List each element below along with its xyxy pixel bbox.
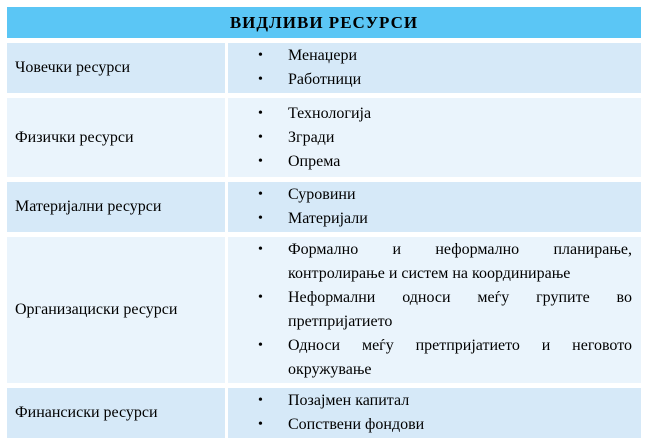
bullet-icon: • [258, 48, 263, 63]
items-cell [228, 237, 641, 383]
bullet-item [228, 126, 632, 150]
bullet-icon: • [258, 72, 263, 87]
bullet-item-text: Односи меѓу претпријатието и неговото окружување [288, 337, 632, 378]
table-row [7, 388, 641, 438]
bullet-item-text: Суровини [288, 186, 356, 203]
category-cell [7, 388, 225, 438]
category-label: Финансиски ресурси [15, 404, 158, 421]
bullet-item-text: Неформални односи меѓу групите во претпријатието [288, 289, 632, 330]
bullet-item-text: Технологија [288, 104, 372, 122]
bullet-item-text: Опрема [288, 152, 341, 170]
category-label: Материјални ресурси [15, 198, 162, 215]
category-cell [7, 98, 225, 177]
table-header [7, 7, 641, 38]
table-row [7, 43, 641, 93]
table-row [7, 182, 641, 232]
bullet-item-text: Формално и неформално планирање, контролирање и систем на координирање [288, 241, 632, 282]
bullet-item-text: Материјали [288, 210, 368, 227]
bullet-item-text: Сопствени фондови [288, 416, 425, 433]
bullet-item-text: Менаџери [288, 47, 358, 64]
category-label: Човечки ресурси [15, 59, 130, 76]
bullet-item-text: Згради [288, 128, 335, 146]
category-label: Организациски ресурси [15, 301, 178, 318]
bullet-item-text: Работници [288, 71, 362, 88]
items-cell [228, 388, 641, 438]
bullet-icon: • [258, 242, 263, 257]
bullet-icon: • [258, 417, 263, 432]
bullet-item [228, 150, 632, 174]
bullet-item [228, 286, 632, 334]
table-body [7, 43, 641, 438]
table-row [7, 98, 641, 177]
items-cell [228, 43, 641, 93]
bullet-item-text: Позајмен капитал [288, 392, 410, 409]
resources-table [7, 7, 641, 438]
bullet-item [228, 238, 632, 286]
items-cell [228, 182, 641, 232]
items-cell [228, 98, 641, 177]
bullet-item [228, 334, 632, 382]
table-title: ВИДЛИВИ РЕСУРСИ [229, 12, 419, 32]
bullet-icon: • [258, 129, 263, 145]
bullet-item [228, 183, 632, 207]
table-row [7, 237, 641, 383]
bullet-item [228, 207, 632, 231]
category-cell [7, 182, 225, 232]
bullet-icon: • [258, 393, 263, 408]
bullet-icon: • [258, 187, 263, 202]
bullet-item [228, 389, 632, 413]
bullet-item [228, 413, 632, 437]
category-cell [7, 237, 225, 383]
bullet-item [228, 102, 632, 126]
bullet-icon: • [258, 211, 263, 226]
bullet-item [228, 44, 632, 68]
category-cell [7, 43, 225, 93]
bullet-item [228, 68, 632, 92]
bullet-icon: • [258, 105, 263, 121]
bullet-icon: • [258, 153, 263, 169]
category-label: Физички ресурси [15, 128, 134, 146]
bullet-icon: • [258, 338, 263, 353]
bullet-icon: • [258, 290, 263, 305]
